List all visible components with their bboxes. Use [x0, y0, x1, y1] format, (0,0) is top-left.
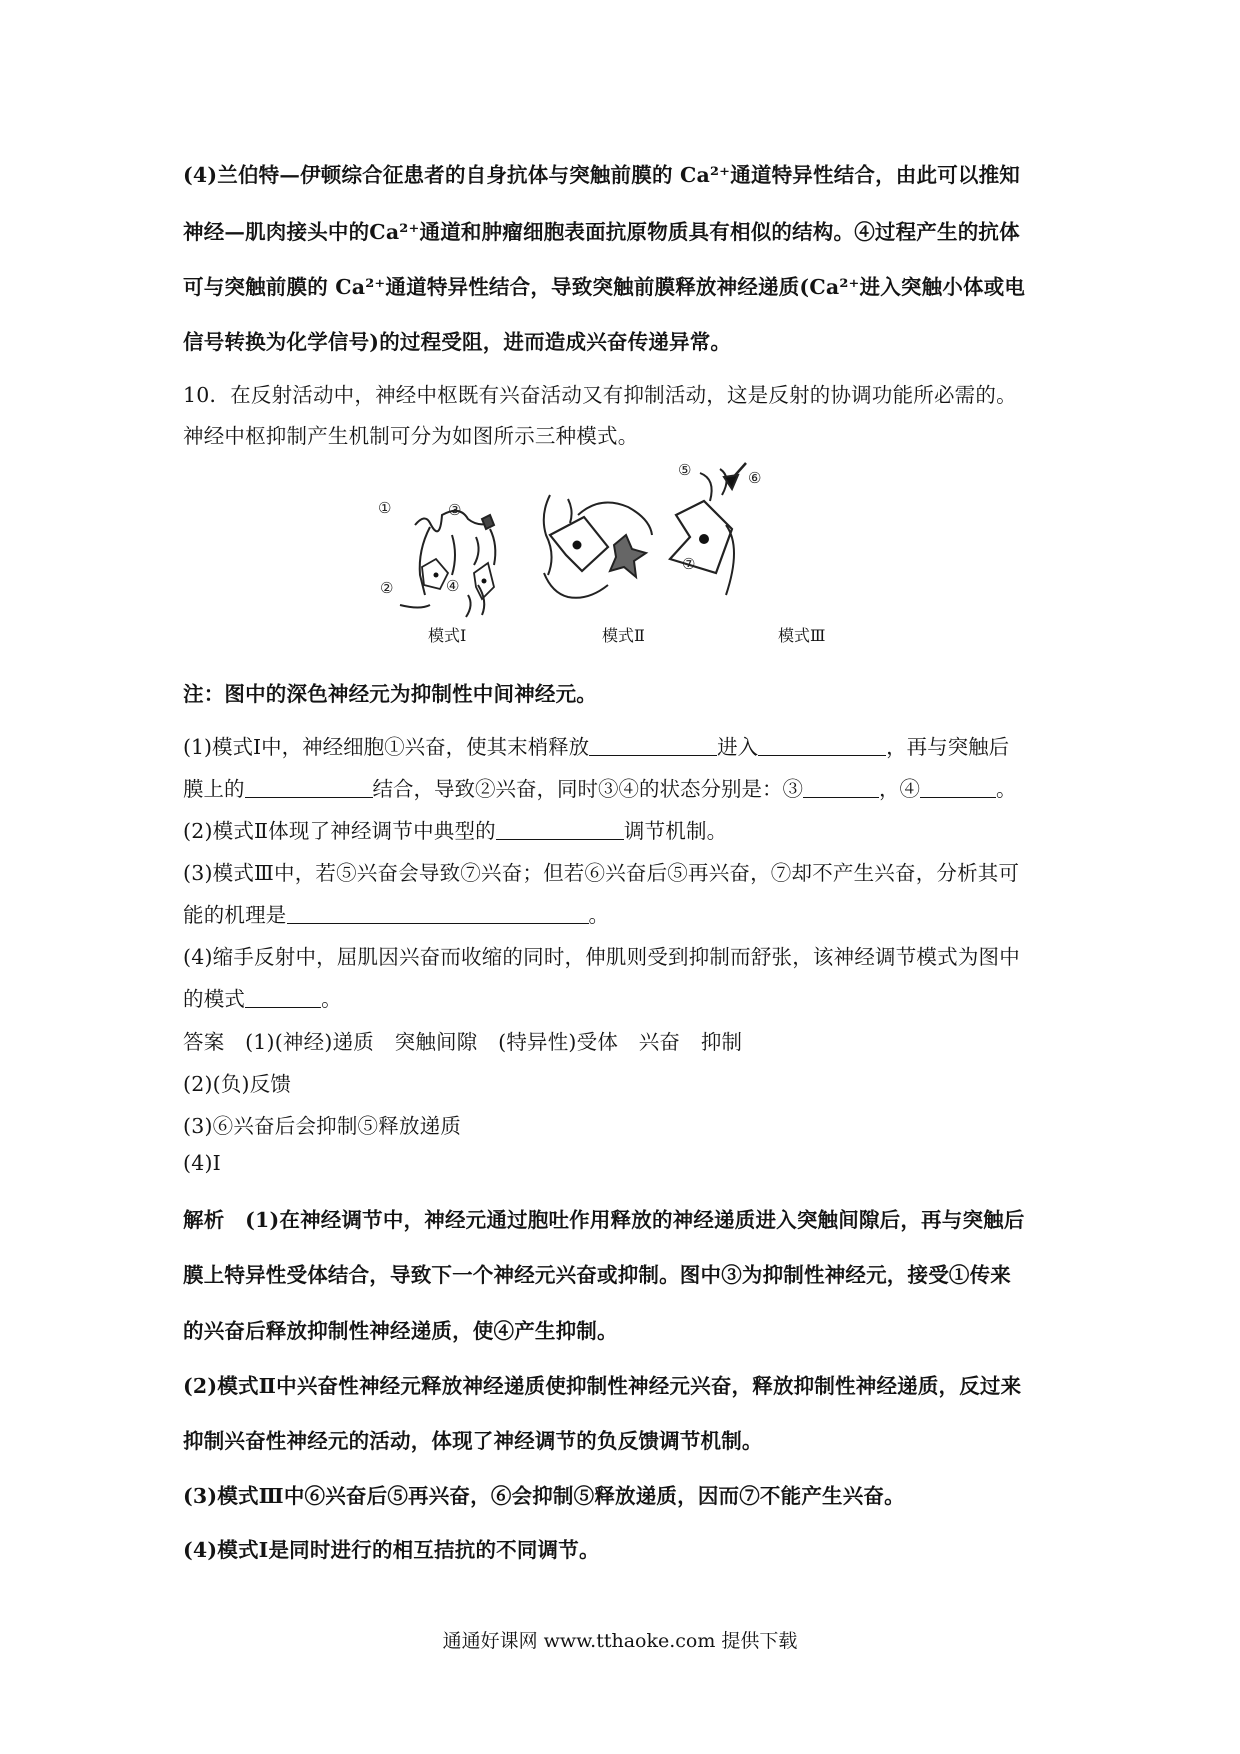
q1-text: 膜上的 [183, 777, 245, 801]
q4-analysis-line: 可与突触前膜的 Ca²⁺通道特异性结合，导致突触前膜释放神经递质(Ca²⁺进入突触小体或电 [183, 275, 1026, 299]
mode-2-diagram [544, 495, 652, 598]
answer-line: 答案 (1)(神经)递质 突触间隙 (特异性)受体 兴奋 抑制 [183, 1030, 743, 1054]
question-10-line: 10．在反射活动中，神经中枢既有兴奋活动又有抑制活动，这是反射的协调功能所必需的。 [183, 383, 1017, 407]
sub-question-2 [183, 814, 1063, 844]
analysis-line: 膜上特异性受体结合，导致下一个神经元兴奋或抑制。图中③为抑制性神经元，接受①传来 [183, 1263, 1011, 1287]
sub-question-3-line2 [183, 898, 1063, 928]
q3-text: 能的机理是 [183, 903, 287, 927]
sub-question-4-line1: (4)缩手反射中，屈肌因兴奋而收缩的同时，伸肌则受到抑制而舒张，该神经调节模式为图中 [183, 945, 1020, 969]
label-3: ③ [448, 501, 462, 519]
q1-text: 结合，导致②兴奋，同时③④的状态分别是：③ [372, 777, 803, 801]
q3-text: 。 [588, 903, 610, 927]
label-7: ⑦ [682, 555, 696, 573]
label-1: ① [378, 499, 392, 517]
q1-text: 进入 [717, 735, 759, 759]
answer-blank[interactable] [758, 737, 886, 756]
neuron-inhibition-figure [370, 455, 870, 655]
q4-text: 。 [321, 987, 342, 1011]
q4-analysis-line: 神经—肌肉接头中的Ca²⁺通道和肿瘤细胞表面抗原物质具有相似的结构。④过程产生的抗体 [183, 220, 1020, 244]
q4-analysis-line: (4)兰伯特—伊顿综合征患者的自身抗体与突触前膜的 Ca²⁺通道特异性结合，由此可以推知 [183, 163, 1020, 187]
answer-line: (4)Ⅰ [183, 1151, 221, 1175]
answer-blank[interactable] [496, 821, 624, 840]
q4-text: 的模式 [183, 987, 246, 1011]
answer-blank[interactable] [803, 779, 879, 798]
analysis-line: (2)模式Ⅱ中兴奋性神经元释放神经递质使抑制性神经元兴奋，释放抑制性神经递质，反过来 [183, 1374, 1022, 1398]
answer-line: (2)(负)反馈 [183, 1072, 292, 1096]
answer-line: (3)⑥兴奋后会抑制⑤释放递质 [183, 1114, 462, 1138]
caption-mode-2: 模式Ⅱ [602, 626, 645, 645]
sub-question-1-line2 [183, 772, 1063, 802]
mode-1-diagram [400, 511, 495, 617]
page-footer: 通通好课网 www.tthaoke.com 提供下载 [442, 1630, 798, 1652]
q4-analysis-line: 信号转换为化学信号)的过程受阻，进而造成兴奋传递异常。 [183, 330, 732, 354]
figure-note: 注：图中的深色神经元为抑制性中间神经元。 [183, 682, 597, 706]
answer-blank[interactable] [245, 779, 373, 798]
q2-text: 调节机制。 [623, 819, 728, 843]
caption-mode-1: 模式Ⅰ [428, 626, 467, 645]
q1-text: ，④ [879, 777, 920, 801]
analysis-line: 解析 (1)在神经调节中，神经元通过胞吐作用释放的神经递质进入突触间隙后，再与突触后 [183, 1208, 1025, 1232]
sub-question-3-line1: (3)模式Ⅲ中，若⑤兴奋会导致⑦兴奋；但若⑥兴奋后⑤再兴奋，⑦却不产生兴奋，分析其可 [183, 861, 1020, 885]
answer-blank[interactable] [589, 737, 717, 756]
analysis-line: (3)模式Ⅲ中⑥兴奋后⑤再兴奋，⑥会抑制⑤释放递质，因而⑦不能产生兴奋。 [183, 1484, 905, 1508]
label-6: ⑥ [748, 469, 762, 487]
caption-mode-3: 模式Ⅲ [778, 626, 826, 645]
q1-text: (1)模式Ⅰ中，神经细胞①兴奋，使其末梢释放 [183, 735, 590, 759]
label-2: ② [380, 579, 394, 597]
analysis-line: 抑制兴奋性神经元的活动，体现了神经调节的负反馈调节机制。 [183, 1429, 763, 1453]
q2-text: (2)模式Ⅱ体现了神经调节中典型的 [183, 819, 496, 843]
q1-text: 。 [996, 777, 1017, 801]
mode-3-diagram [670, 463, 746, 595]
answer-blank[interactable] [287, 905, 589, 924]
q1-text: ，再与突触后 [886, 735, 1010, 759]
sub-question-4-line2 [183, 982, 1063, 1012]
analysis-line: 的兴奋后释放抑制性神经递质，使④产生抑制。 [183, 1319, 618, 1343]
question-10-line: 神经中枢抑制产生机制可分为如图所示三种模式。 [183, 424, 639, 448]
answer-blank[interactable] [245, 989, 321, 1008]
label-5: ⑤ [678, 461, 692, 479]
analysis-line: (4)模式Ⅰ是同时进行的相互拮抗的不同调节。 [183, 1538, 600, 1562]
sub-question-1-line1 [183, 730, 1063, 760]
answer-blank[interactable] [920, 779, 996, 798]
label-4: ④ [446, 577, 460, 595]
